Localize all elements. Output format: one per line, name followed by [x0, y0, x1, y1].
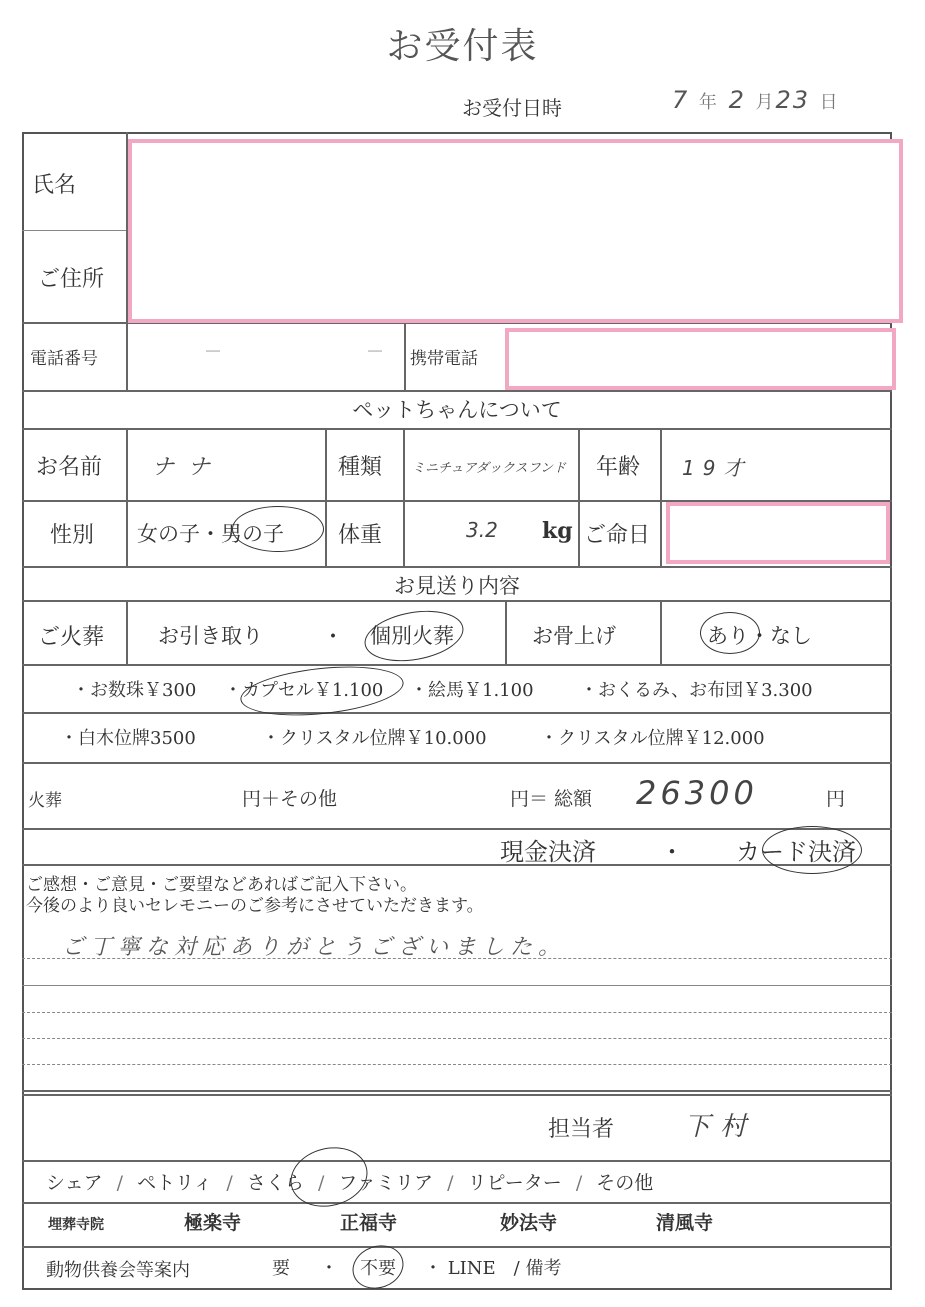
memorial-option-no[interactable]: 不要 [360, 1258, 396, 1279]
divider [22, 1094, 892, 1096]
owner-address-label: ご住所 [38, 267, 105, 292]
item-crystal-ihai-10000[interactable]: ・クリスタル位牌￥10.000 [262, 728, 487, 749]
mobile-label: 携帯電話 [410, 349, 478, 369]
age-value[interactable]: 19才 [682, 456, 752, 480]
pet-name-value[interactable]: ナナ [152, 455, 225, 480]
referral-familia[interactable]: ファミリア [338, 1172, 434, 1194]
phone-label: 電話番号 [30, 349, 98, 369]
bone-label: お骨上げ [532, 624, 616, 648]
date-year-unit: 年 [698, 92, 719, 113]
divider [660, 428, 662, 566]
item-ema[interactable]: ・絵馬￥1.100 [410, 680, 534, 701]
temple-shofukuji[interactable]: 正福寺 [340, 1212, 398, 1234]
ruled-line [22, 1012, 892, 1013]
pricing-total-value[interactable]: 26300 [636, 774, 758, 812]
sex-label: 性別 [50, 523, 95, 548]
separator: / [116, 1172, 124, 1194]
age-label: 年齢 [596, 455, 641, 480]
comments-prompt-line1: ご感想・ご意見・ご要望などあればご記入下さい。 [26, 875, 417, 895]
temple-gokurakuji[interactable]: 極楽寺 [184, 1212, 242, 1234]
cremation-option-individual[interactable]: 個別火葬 [370, 624, 454, 648]
date-month: 2 [728, 86, 746, 114]
divider [22, 712, 892, 714]
pricing-yen-plus-other: 円＋その他 [242, 788, 338, 810]
divider [22, 828, 892, 830]
pet-name-label: お名前 [36, 455, 103, 480]
separator: ・ [320, 1258, 338, 1279]
reception-date-label: お受付日時 [462, 96, 562, 120]
item-blanket[interactable]: ・おくるみ、お布団￥3.300 [580, 680, 813, 701]
ruled-line [22, 1064, 892, 1065]
divider [22, 1160, 892, 1162]
divider [22, 600, 892, 602]
date-year: 7 [672, 86, 690, 114]
divider [22, 1246, 892, 1248]
death-date-field[interactable] [666, 502, 890, 564]
selection-circle [762, 826, 862, 874]
cremation-label: ご火葬 [38, 625, 105, 650]
sex-option-female[interactable]: 女の子 [137, 522, 200, 546]
pricing-total-label: 円＝ 総額 [510, 788, 593, 810]
cremation-option-pickup[interactable]: お引き取り [158, 624, 263, 648]
item-crystal-ihai-12000[interactable]: ・クリスタル位牌￥12.000 [540, 728, 765, 749]
death-date-label: ご命日 [584, 523, 651, 548]
breed-value[interactable]: ミニチュアダックスフンド [412, 461, 567, 476]
selection-circle [700, 612, 760, 654]
item-shiraki-ihai[interactable]: ・白木位牌3500 [60, 728, 196, 749]
ruled-line [22, 985, 892, 986]
bone-option-no[interactable]: なし [770, 624, 812, 648]
burial-label: 埋葬寺院 [48, 1217, 104, 1233]
comments-prompt-line2: 今後のより良いセレモニーのご参考にさせていただきます。 [26, 896, 484, 916]
divider [22, 428, 892, 430]
divider [22, 566, 892, 568]
divider [403, 428, 405, 566]
separator: ・ [322, 625, 345, 650]
bone-option-yes[interactable]: あり [707, 624, 749, 648]
date-month-unit: 月 [755, 92, 776, 113]
referral-other[interactable]: その他 [596, 1172, 654, 1194]
pricing-cremation-label: 火葬 [28, 791, 62, 811]
payment-cash[interactable]: 現金決済 [500, 838, 596, 866]
divider [660, 600, 662, 664]
date-day-unit: 日 [819, 92, 840, 113]
referral-petoly[interactable]: ペトリィ [137, 1172, 213, 1194]
temple-myohoji[interactable]: 妙法寺 [500, 1212, 558, 1234]
owner-name-label: 氏名 [32, 173, 77, 198]
divider [22, 230, 128, 231]
divider [505, 600, 507, 664]
divider [126, 600, 128, 664]
divider [22, 1090, 892, 1092]
owner-name-address-field[interactable] [128, 139, 903, 323]
separator: / [575, 1172, 583, 1194]
reception-date-value[interactable] [672, 86, 840, 114]
comments-handwritten[interactable]: ご丁寧な対応ありがとうございました。 [62, 935, 567, 960]
ruled-line [22, 1038, 892, 1039]
selection-circle [232, 506, 324, 552]
divider [22, 664, 892, 666]
weight-label: 体重 [338, 523, 383, 548]
pricing-yen-suffix: 円 [826, 788, 846, 810]
temple-seifuji[interactable]: 清風寺 [656, 1212, 714, 1234]
item-capsule[interactable]: ・カプセル￥1.100 [224, 680, 384, 701]
item-juzu[interactable]: ・お数珠￥300 [72, 680, 197, 701]
date-day: 23 [775, 86, 811, 114]
staff-label: 担当者 [548, 1117, 615, 1142]
form-title: お受付表 [386, 26, 539, 67]
divider [22, 1202, 892, 1204]
divider [325, 428, 327, 566]
divider [22, 762, 892, 764]
memorial-label: 動物供養会等案内 [46, 1260, 190, 1281]
sex-option-male[interactable]: 男の子 [221, 522, 284, 546]
memorial-option-yes[interactable]: 要 [272, 1258, 290, 1279]
phone-value[interactable]: ― ― [206, 343, 422, 359]
breed-label: 種類 [338, 455, 383, 480]
referral-share[interactable]: シェア [46, 1172, 103, 1194]
pet-section-title: ペットちゃんについて [352, 398, 562, 422]
referral-sakura[interactable]: さくら [246, 1172, 304, 1194]
separator: / [226, 1172, 233, 1194]
separator: / [317, 1172, 325, 1194]
staff-value[interactable]: 下村 [684, 1112, 757, 1142]
separator: ・ [660, 838, 684, 866]
divider [22, 390, 892, 392]
payment-card[interactable]: カード決済 [736, 838, 856, 866]
divider [578, 428, 580, 566]
divider [126, 428, 128, 566]
mobile-field[interactable] [505, 328, 896, 390]
separator: ・ [200, 522, 221, 546]
weight-unit: kg [542, 518, 573, 544]
memorial-line-remarks[interactable]: ・ LINE / 備考 [424, 1258, 562, 1279]
weight-value[interactable]: 3.2 [466, 518, 498, 542]
service-section-title: お見送り内容 [394, 574, 520, 598]
separator: ・ [749, 624, 770, 648]
separator: / [447, 1172, 454, 1194]
referral-repeater[interactable]: リピーター [467, 1172, 562, 1194]
